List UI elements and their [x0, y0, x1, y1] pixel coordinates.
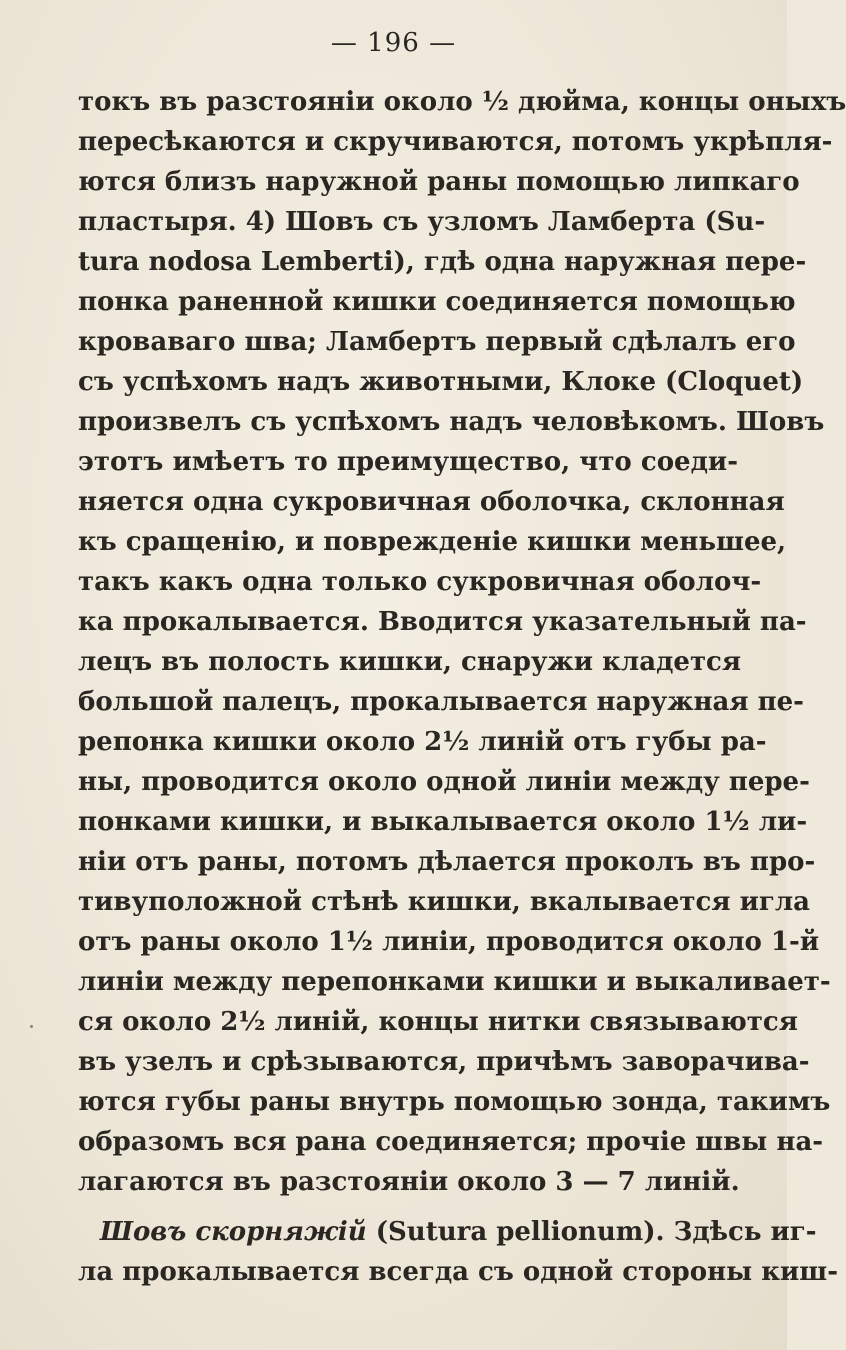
text-line: ніи отъ раны, потомъ дѣлается проколъ въ про-: [78, 847, 816, 877]
text-line: къ сращенію, и поврежденіе кишки меньшее,: [78, 527, 787, 557]
text-line: [78, 1212, 817, 1252]
text-line: няется одна сукровичная оболочка, склонная: [78, 487, 785, 517]
text-line: ся около 2½ линій, концы нитки связываются: [78, 1007, 798, 1037]
text-line: репонка кишки около 2½ линій отъ губы ра-: [78, 727, 767, 757]
text-line: ка прокалывается. Вводится указательный па-: [78, 607, 807, 637]
text-line: произвелъ съ успѣхомъ надъ человѣкомъ. Шовъ: [78, 407, 825, 437]
text-line: кроваваго шва; Ламбертъ первый сдѣлалъ его: [78, 327, 796, 357]
text-line: ются близъ наружной раны помощью липкаго: [78, 167, 800, 197]
text-line: большой палецъ, прокалывается наружная пе-: [78, 687, 804, 717]
text-line: въ узелъ и срѣзываются, причѣмъ заворачива-: [78, 1047, 810, 1077]
text-line: пересѣкаются и скручиваются, потомъ укрѣпля-: [78, 127, 833, 157]
text-line: токъ въ разстояніи около ½ дюйма, концы оныхъ: [78, 87, 846, 117]
paper-speck: [30, 1025, 33, 1028]
text-line: пластыря. 4) Шовъ съ узломъ Ламберта (Su-: [78, 207, 766, 237]
text-line: съ успѣхомъ надъ животными, Клоке (Cloquet): [78, 367, 804, 397]
page-number: — 196 —: [330, 28, 457, 58]
text-line: такъ какъ одна только сукровичная оболоч-: [78, 567, 762, 597]
text-line: ются губы раны внутрь помощью зонда, такимъ: [78, 1087, 831, 1117]
text-line: tura nodosa Lemberti), гдѣ одна наружная пере-: [78, 247, 807, 277]
text-line: линіи между перепонками кишки и выкаливает-: [78, 967, 831, 997]
text-line: этотъ имѣетъ то преимущество, что соеди-: [78, 447, 738, 477]
text-line: ла прокалывается всегда съ одной стороны киш-: [78, 1257, 839, 1287]
italic-term: Шовъ скорняжій: [100, 1217, 367, 1247]
text-line: лецъ въ полость кишки, снаружи кладется: [78, 647, 742, 677]
text-line: понками кишки, и выкалывается около 1½ ли-: [78, 807, 808, 837]
text-line: отъ раны около 1½ линіи, проводится около 1-й: [78, 927, 820, 957]
text-line: образомъ вся рана соединяется; прочіе швы на-: [78, 1127, 824, 1157]
text-line: ны, проводится около одной линіи между пере-: [78, 767, 810, 797]
text-line: понка раненной кишки соединяется помощью: [78, 287, 796, 317]
text-line: лагаются въ разстояніи около 3 — 7 линій.: [78, 1167, 740, 1197]
text-line: тивуположной стѣнѣ кишки, вкалывается игла: [78, 887, 810, 917]
page-body: [78, 82, 846, 1292]
text-span: (Sutura pellionum). Здѣсь иг-: [366, 1217, 817, 1247]
